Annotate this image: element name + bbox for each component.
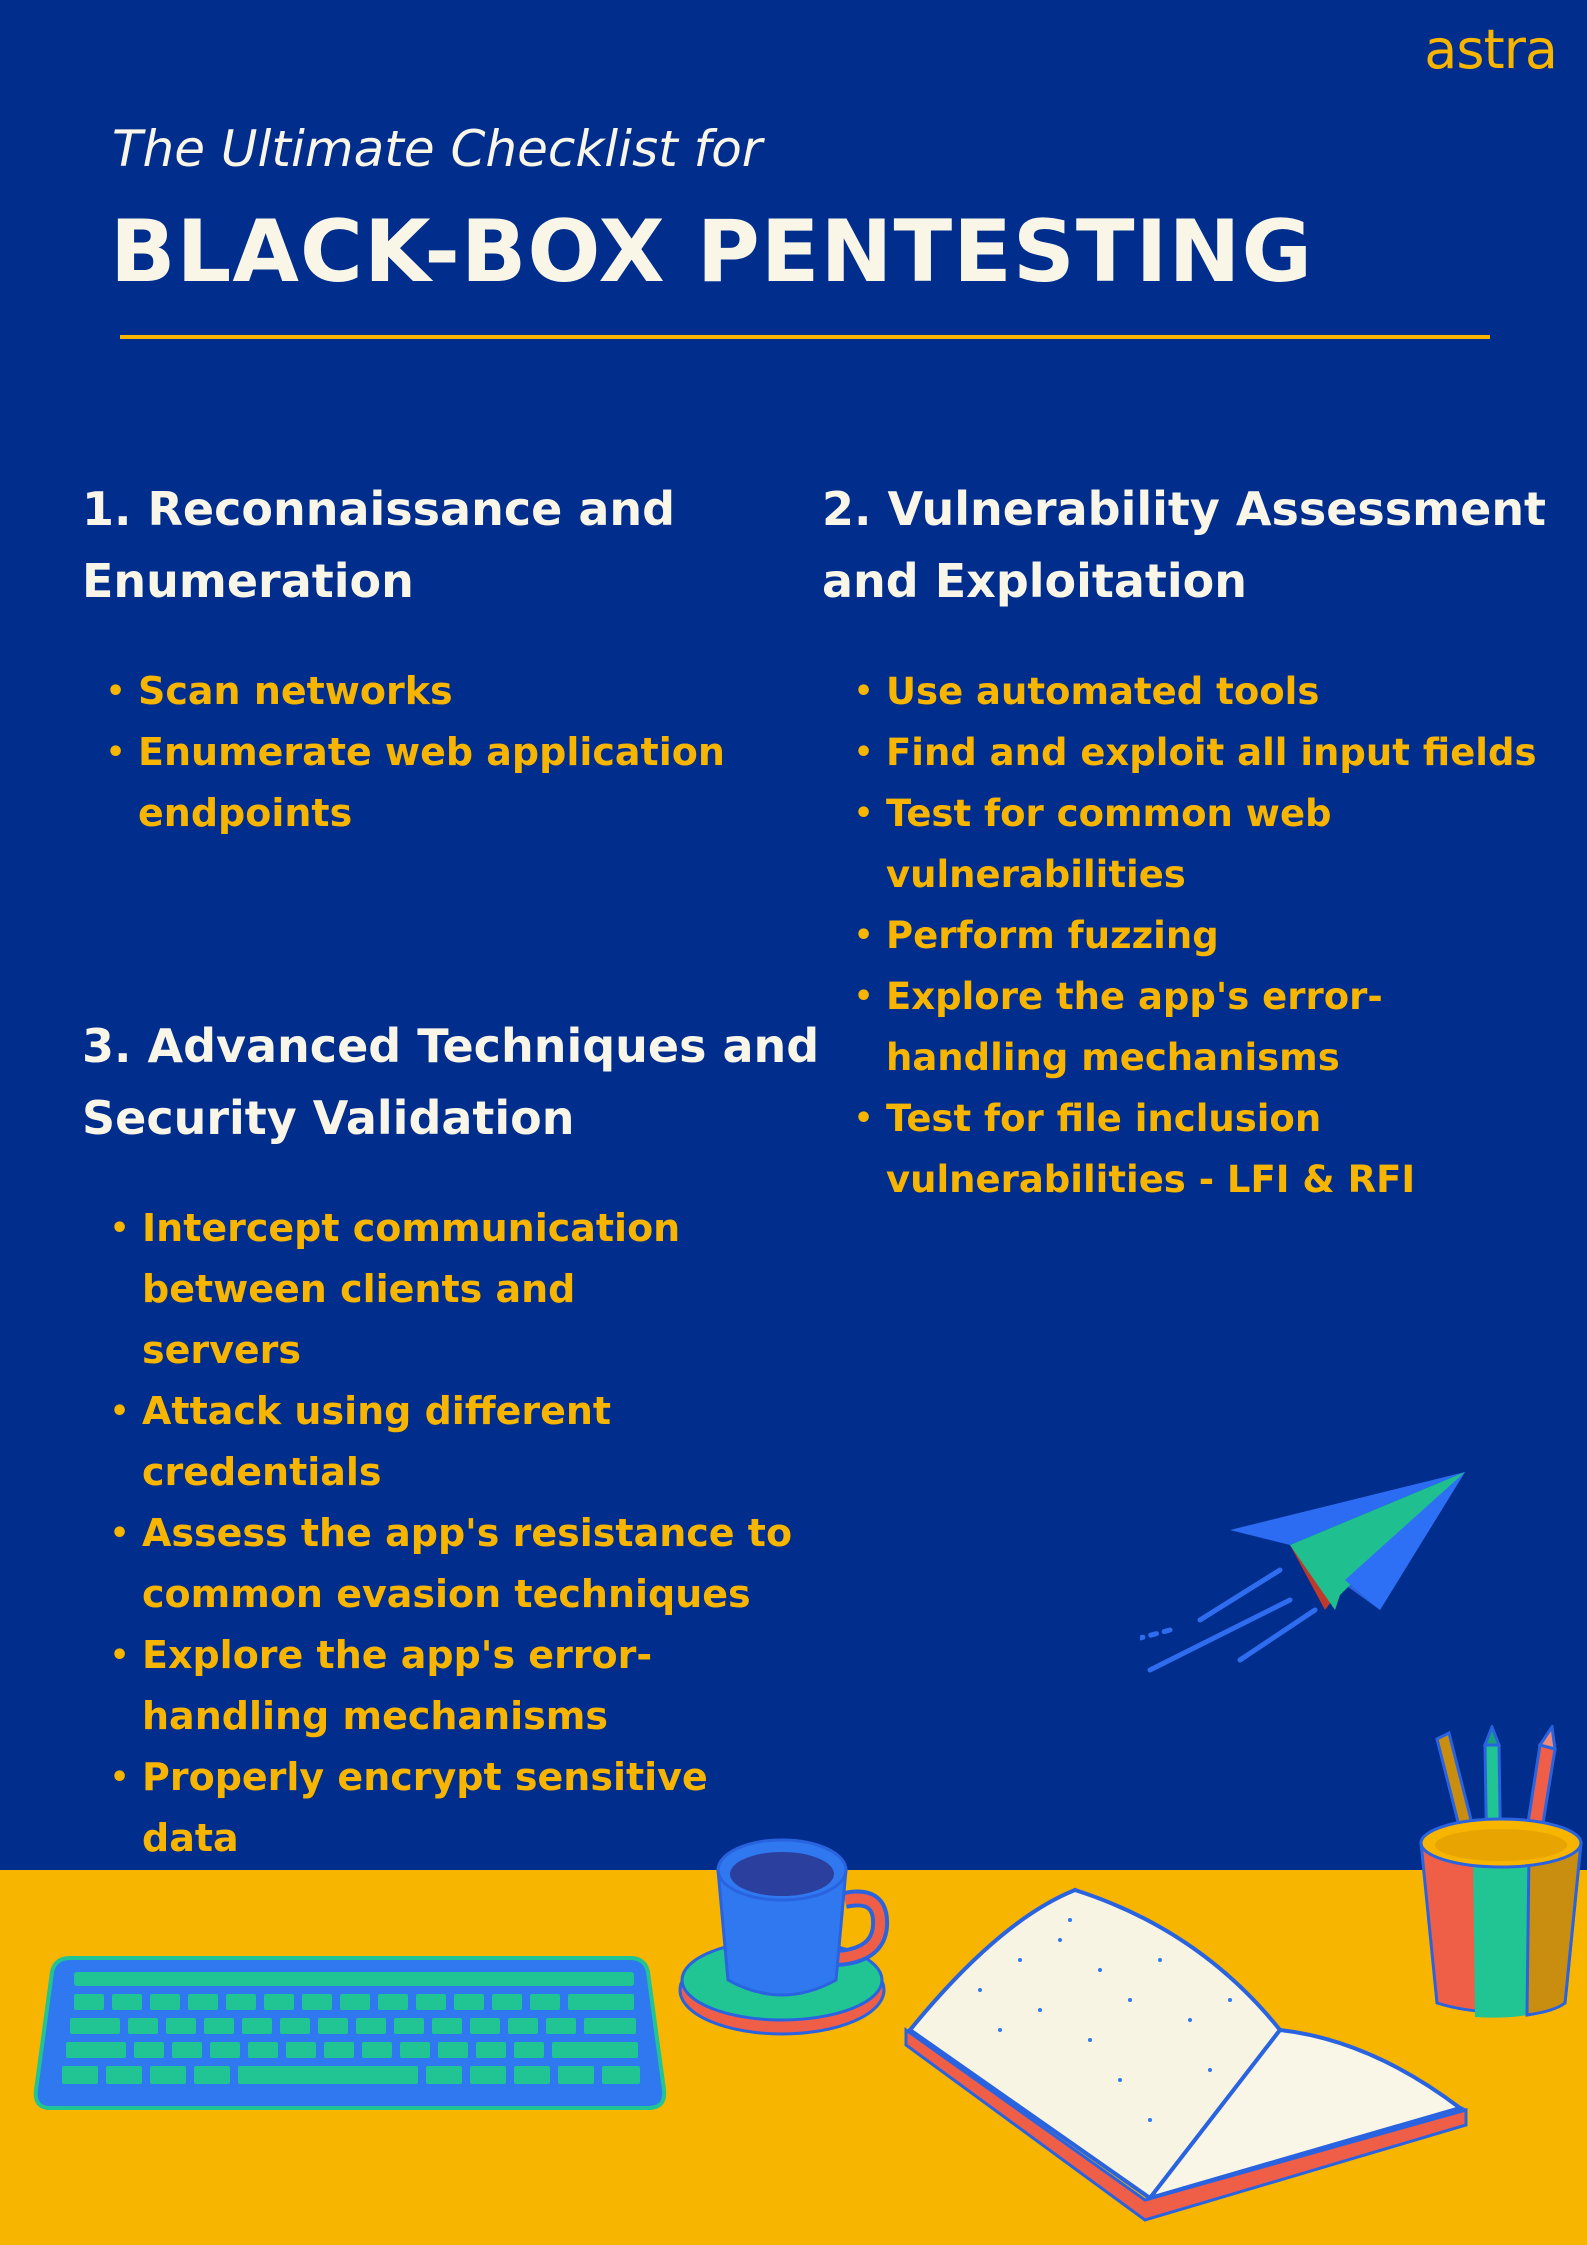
logo: astra [1424, 18, 1557, 81]
paper-plane-icon [1140, 1460, 1480, 1690]
checklist-item: • Scan networks [82, 661, 802, 722]
checklist-item: • Intercept communication between clients and servers [82, 1198, 742, 1381]
pencil-cup-icon [1415, 1725, 1587, 2025]
checklist-item: • Find and exploit all input fields [822, 722, 1562, 783]
section-heading: 3. Advanced Techniques and Security Validation [82, 1019, 820, 1145]
coffee-cup-icon [670, 1830, 900, 2040]
open-book-icon [900, 1880, 1470, 2240]
section-heading: 2. Vulnerability Assessment and Exploitation [822, 482, 1547, 608]
section-advanced-techniques [82, 1010, 822, 1869]
checklist [82, 1198, 822, 1869]
checklist [822, 661, 1562, 1210]
section-vulnerability-assessment [822, 473, 1562, 1210]
section-heading: 1. Reconnaissance and Enumeration [82, 482, 676, 608]
checklist-item: • Properly encrypt sensitive data [82, 1747, 722, 1869]
checklist-item: • Enumerate web application endpoints [82, 722, 738, 844]
page-title: BLACK-BOX PENTESTING [110, 202, 1314, 302]
keyboard-icon [30, 1950, 670, 2120]
section-reconnaissance [82, 473, 802, 844]
page-subtitle: The Ultimate Checklist for [112, 120, 763, 178]
checklist-item: • Explore the app's error-handling mechanisms [82, 1625, 682, 1747]
checklist-item: • Test for file inclusion vulnerabilities - LFI & RFI [822, 1088, 1486, 1210]
checklist-item: • Assess the app's resistance to common evasion techniques [82, 1503, 842, 1625]
checklist [82, 661, 802, 844]
checklist-item: • Attack using different credentials [82, 1381, 662, 1503]
checklist-item: • Perform fuzzing [822, 905, 1562, 966]
checklist-item: • Explore the app's error-handling mechanisms [822, 966, 1446, 1088]
checklist-item: • Use automated tools [822, 661, 1562, 722]
title-divider [120, 335, 1490, 339]
checklist-item: • Test for common web vulnerabilities [822, 783, 1406, 905]
